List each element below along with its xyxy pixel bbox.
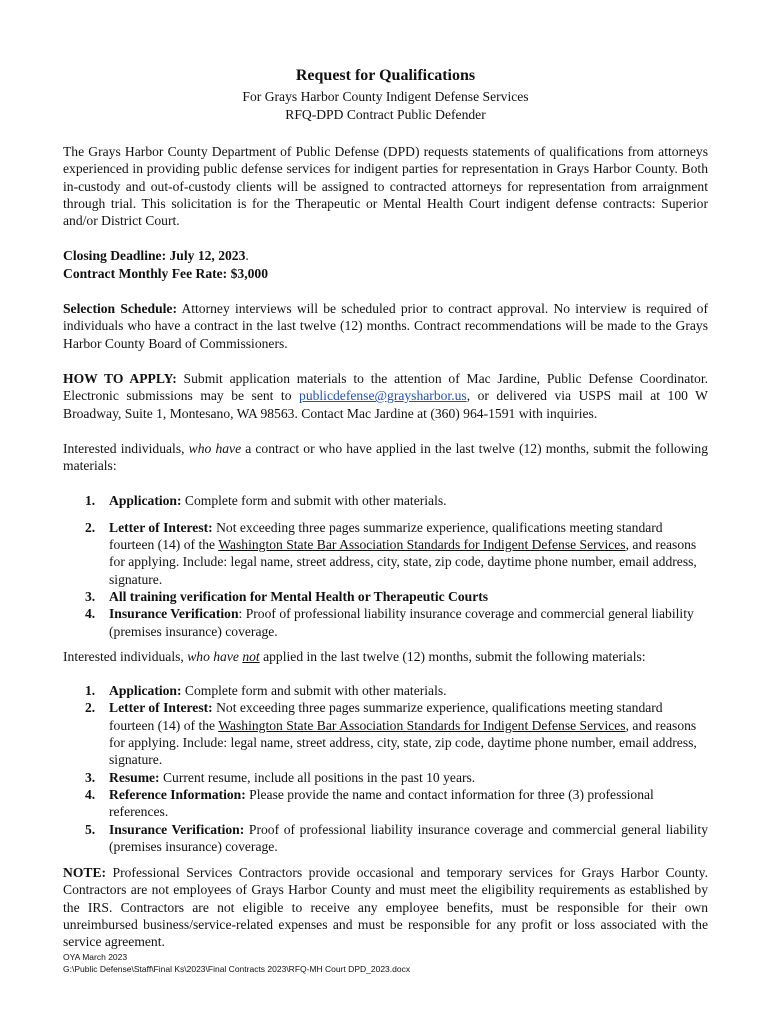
how-to-apply-label: HOW TO APPLY: [63, 370, 177, 386]
list-item-text: Not exceeding three pages summarize experience, qualifications meeting standard fourteen (14) of the [109, 700, 663, 733]
selection-schedule [63, 300, 708, 352]
list-item-text: Current resume, include all positions in the past 10 years. [159, 769, 476, 785]
list-item-label: Application: [109, 683, 182, 699]
group2-intro-not: not [242, 648, 260, 664]
intro-paragraph: The Grays Harbor County Department of Public Defense (DPD) requests statements of qualifications from attorneys experienced in providing public defense services for indigent parties for representation in Grays Harbor County. Both in-custody and out-of-custody clients will be assigned to contracted attorneys for representation from arraignment through trial. This solicitation is for the Therapeutic or Mental Health Court indigent defense contracts: Superior and/or District Court. [63, 144, 708, 229]
selection-text: Attorney interviews will be scheduled prior to contract approval. No interview is required of individuals who have a contract in the last twelve (12) months. Contract recommendations will be made to the Grays Harbor County Board of Commissioners. [63, 301, 708, 351]
list-item-label: Letter of Interest: [109, 519, 213, 535]
page-title: Request for Qualifications [295, 67, 476, 84]
list-item-label: All training verification for Mental Health or Therapeutic Courts [109, 588, 489, 604]
monthly-fee-label: Contract Monthly Fee Rate: $3,000 [63, 265, 268, 281]
list-number: 3. [85, 588, 96, 604]
list-number: 4. [85, 786, 96, 802]
list-item-text: Complete form and submit with other materials. [181, 683, 447, 699]
list-item-text: , and reasons for applying. Include: legal name, street address, city, state, zip code, daytime phone number, email address, signature. [109, 537, 697, 587]
monthly-fee [63, 265, 708, 282]
group1-list [63, 492, 708, 639]
list-number: 3. [85, 769, 96, 785]
list-item-text: : Proof of professional liability insurance coverage and commercial general liability (premises insurance) coverage. [109, 606, 694, 639]
note-text: Professional Services Contractors provide occasional and temporary services for Grays Harbor County. Contractors are not employees of Grays Harbor County and must meet the eligibility requirements as established by the IRS. Contractors are not eligible to receive any employee benefits, must be responsible for their own unreimbursed business/service-related expenses and must be responsible for any profit or loss associated with the service agreement. [63, 865, 708, 950]
list-item [63, 492, 708, 509]
list-item-text: Please provide the name and contact information for three (3) professional references. [109, 786, 654, 820]
list-number: 2. [85, 700, 96, 716]
list-item [63, 588, 708, 605]
group1-intro-a: Interested individuals, [63, 440, 189, 456]
list-item [63, 699, 708, 768]
list-item [63, 682, 708, 699]
group2-intro-a: Interested individuals, [63, 648, 188, 664]
list-item-text: Proof of professional liability insurance coverage and commercial general liability (premises insurance) coverage. [109, 821, 708, 854]
list-number: 1. [85, 683, 96, 699]
how-to-apply-text-2: , or delivered via USPS mail at 100 W Broadway, Suite 1, Montesano, WA 98563. Contact Mac Jardine at (360) 964-1591 with inquiries. [63, 388, 708, 421]
how-to-apply-text-1: Submit application materials to the attention of Mac Jardine, Public Defense Coordinator. Electronic submissions may be sent to [63, 370, 708, 404]
subtitle-county: For Grays Harbor County Indigent Defense Services [242, 89, 529, 104]
list-item-label: Application: [109, 493, 182, 509]
list-item [63, 605, 708, 640]
closing-deadline [63, 247, 708, 264]
how-to-apply [63, 370, 708, 422]
selection-label: Selection Schedule: [63, 301, 177, 317]
list-item-text: Complete form and submit with other materials. [181, 493, 447, 509]
list-number: 2. [85, 519, 96, 535]
footer-file-path: G:\Public Defense\Staff\Final Ks\2023\Final Contracts 2023\RFQ-MH Court DPD_2023.docx [63, 964, 411, 974]
list-item-text: , and reasons for applying. Include: legal name, street address, city, state, zip code, daytime phone number, email address, signature. [109, 717, 697, 768]
closing-deadline-suffix: . [245, 248, 249, 264]
list-item-label: Reference Information: [109, 786, 246, 802]
list-item-label: Letter of Interest: [109, 700, 213, 716]
subtitle-rfq: RFQ-DPD Contract Public Defender [285, 107, 486, 122]
group2-intro-em: who have [187, 648, 243, 664]
group1-intro [63, 440, 708, 475]
document-page [63, 66, 708, 951]
closing-deadline-label: Closing Deadline: July 12, 2023 [63, 248, 246, 264]
list-number: 5. [85, 821, 96, 837]
list-item [63, 821, 708, 856]
group2-intro-b: applied in the last twelve (12) months, submit the following materials: [259, 648, 646, 664]
group2-intro [63, 648, 708, 665]
list-number: 1. [85, 493, 96, 509]
list-item-text: Not exceeding three pages summarize experience, qualifications meeting standard fourteen (14) of the [109, 519, 663, 553]
wsba-standards-link[interactable]: Washington State Bar Association Standards for Indigent Defense Services [218, 717, 626, 733]
group1-intro-b: a contract or who have applied in the last twelve (12) months, submit the following materials: [63, 440, 708, 474]
list-item [63, 769, 708, 786]
group2-list [63, 682, 708, 855]
note-label: NOTE: [63, 865, 107, 881]
list-item-label: Resume: [109, 769, 160, 785]
list-number: 4. [85, 606, 96, 622]
note-paragraph [63, 864, 708, 950]
email-link[interactable]: publicdefense@graysharbor.us [299, 388, 467, 404]
footer-revision: OYA March 2023 [63, 952, 128, 962]
wsba-standards-link[interactable]: Washington State Bar Association Standards for Indigent Defense Services [218, 537, 626, 553]
list-item [63, 519, 708, 588]
list-item-label: Insurance Verification [109, 606, 239, 622]
page-footer [63, 951, 410, 975]
list-item [63, 786, 708, 821]
group1-intro-em: who have [188, 440, 242, 456]
list-item-label: Insurance Verification: [109, 821, 245, 837]
